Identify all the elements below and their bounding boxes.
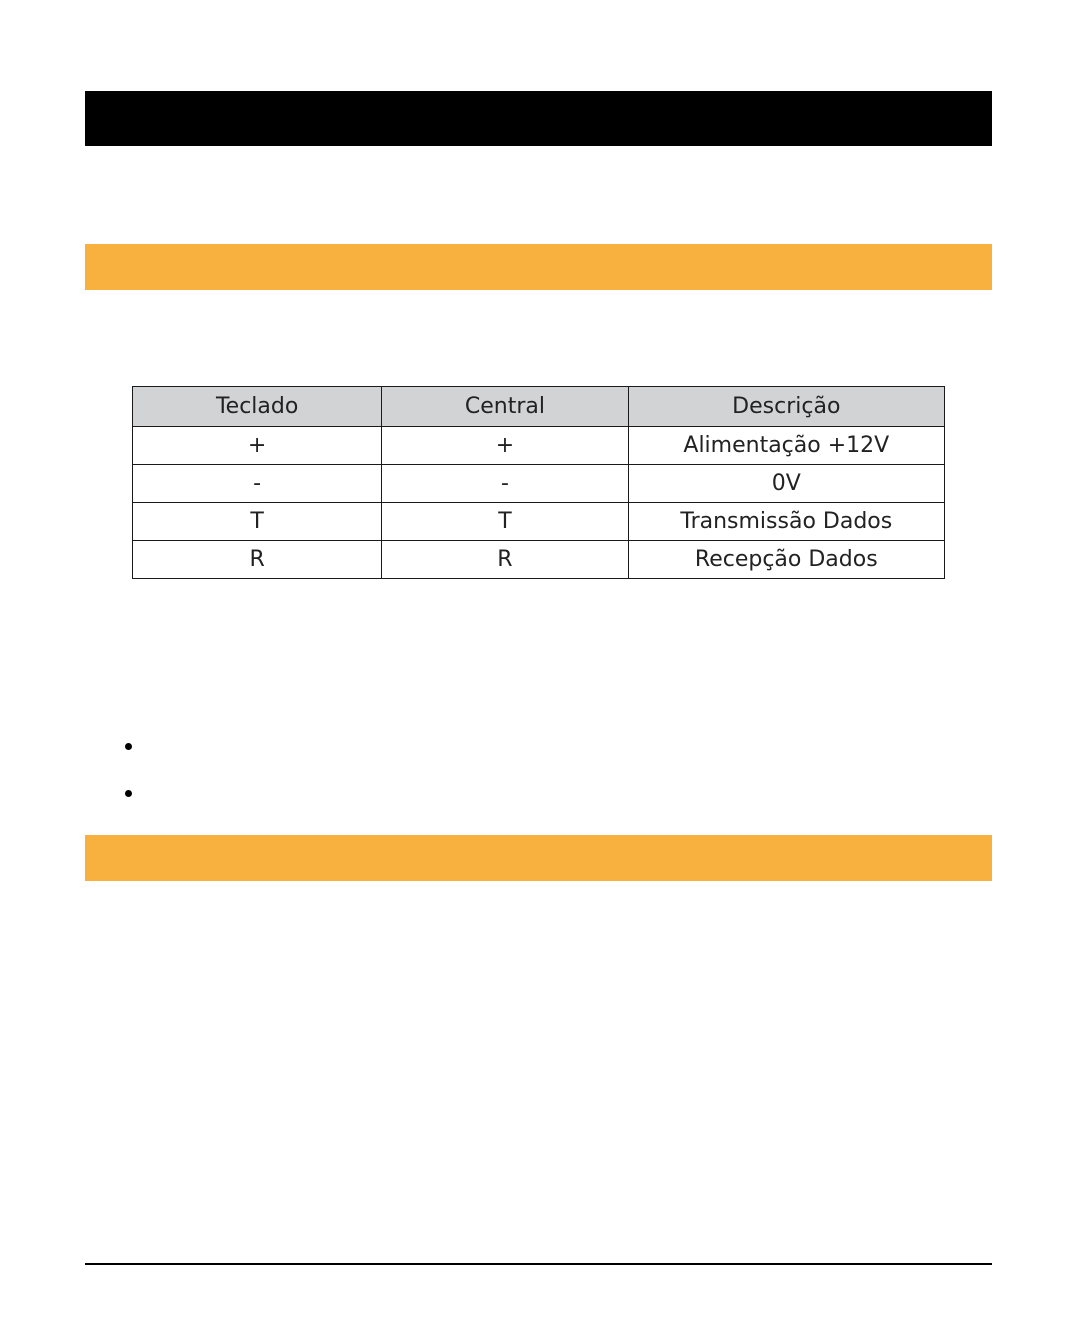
column-header-descricao: Descrição [628, 387, 944, 427]
column-header-teclado: Teclado [133, 387, 382, 427]
section-band-top [85, 244, 992, 290]
table-cell: Alimentação +12V [628, 427, 944, 465]
table-cell: + [382, 427, 628, 465]
table-cell: T [133, 503, 382, 541]
bullet-icon [125, 743, 132, 750]
table-cell: R [382, 541, 628, 579]
page-header-bar [85, 91, 992, 146]
table-cell: - [382, 465, 628, 503]
section-band-bottom [85, 835, 992, 881]
table-cell: Transmissão Dados [628, 503, 944, 541]
table-cell: 0V [628, 465, 944, 503]
table-row [133, 541, 945, 579]
table-row [133, 503, 945, 541]
table-row [133, 465, 945, 503]
bullet-icon [125, 790, 132, 797]
footer-divider [85, 1263, 992, 1265]
table-row [133, 427, 945, 465]
table-cell: R [133, 541, 382, 579]
table-header-row [133, 387, 945, 427]
table-cell: - [133, 465, 382, 503]
table-cell: Recepção Dados [628, 541, 944, 579]
column-header-central: Central [382, 387, 628, 427]
connection-table [132, 386, 945, 579]
table-cell: + [133, 427, 382, 465]
table-cell: T [382, 503, 628, 541]
